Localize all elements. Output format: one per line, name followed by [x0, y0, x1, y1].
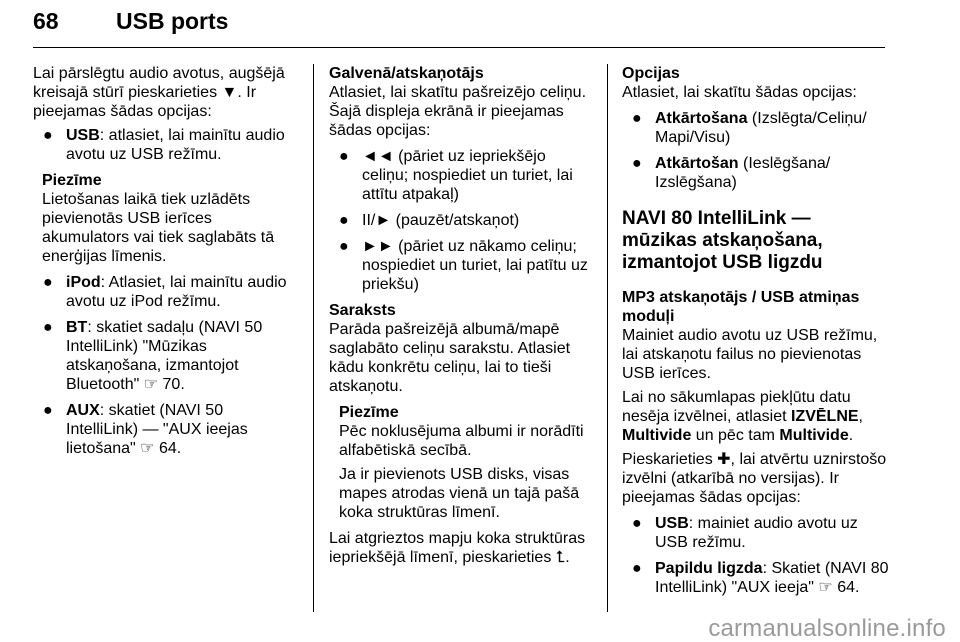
- note: [33, 171, 295, 266]
- note-title: Piezīme: [339, 404, 399, 421]
- bullet-icon: ●: [339, 148, 349, 165]
- bullet-icon: ●: [43, 402, 53, 419]
- bullet-icon: ●: [632, 560, 642, 577]
- list-item: [33, 126, 295, 164]
- list-item: [622, 559, 890, 597]
- list-item: [622, 154, 890, 192]
- note-title: Piezīme: [42, 172, 102, 189]
- header-rule: [33, 47, 885, 48]
- item-term: Atkārtošan: [655, 155, 739, 172]
- page-header: [33, 8, 885, 42]
- item-term: Atkārtošana: [655, 110, 748, 127]
- paragraph: Lai no sākumlapas piekļūtu datu nesēja izvēlnei, atlasiet IZVĒLNE, Multivide un pēc tam Multivide.: [622, 389, 863, 444]
- bullet-icon: ●: [43, 319, 53, 336]
- item-term: iPod: [66, 274, 101, 291]
- item-text: : Atlasiet, lai mainītu audio avotu uz iPod režīmu.: [66, 274, 287, 310]
- note: [329, 403, 591, 522]
- item-text: : atlasiet, lai mainītu audio avotu uz USB režīmu.: [66, 127, 285, 163]
- column-1: [33, 64, 295, 458]
- note-text: Ja ir pievienots USB disks, visas mapes atrodas vienā un tajā pašā koka struktūras līmenī.: [339, 466, 580, 521]
- item-term: BT: [66, 319, 88, 336]
- section-title: Saraksts: [329, 302, 396, 319]
- bullet-icon: ●: [43, 127, 53, 144]
- outro-paragraph: Lai atgrieztos mapju koka struktūras iepriekšējā līmenī, pieskarieties ⮤.: [329, 530, 586, 566]
- section-title: Galvenā/atskaņotājs: [329, 65, 484, 82]
- item-text: (Izslēgta/Celiņu/ Mapi/Visu): [655, 110, 867, 146]
- column-2: [329, 64, 591, 567]
- section-text: Atlasiet, lai skatītu šādas opcijas:: [622, 84, 857, 101]
- item-text: : mainiet audio avotu uz USB režīmu.: [655, 515, 858, 551]
- page-title: USB ports: [116, 8, 229, 34]
- bullet-icon: ●: [339, 212, 349, 229]
- subsection-heading: MP3 atskaņotājs / USB atmiņas moduļi: [622, 289, 860, 325]
- watermark: carmanualsonline.info: [708, 615, 946, 642]
- list-item: [622, 514, 890, 552]
- section-heading: NAVI 80 IntelliLink — mūzikas atskaņošana, izmantojot USB ligzdu: [622, 208, 823, 273]
- list-item: [329, 211, 591, 230]
- list-item: [622, 109, 890, 147]
- bullet-icon: ●: [43, 274, 53, 291]
- page-number: 68: [33, 8, 59, 34]
- list-item: [33, 318, 295, 394]
- item-text: : skatiet sadaļu (NAVI 50 IntelliLink) "Mūzikas atskaņošana, izmantojot Bluetooth" ☞ 70.: [66, 319, 263, 393]
- item-text: II/► (pauzēt/atskaņot): [362, 212, 520, 229]
- item-term: USB: [655, 515, 689, 532]
- item-text: ◄◄ (pāriet uz iepriekšējo celiņu; nospiediet un turiet, lai attītu atpakaļ): [362, 148, 573, 203]
- bullet-icon: ●: [632, 155, 642, 172]
- section-title: Opcijas: [622, 65, 680, 82]
- section-text: Parāda pašreizējā albumā/mapē saglabāto celiņu sarakstu. Atlasiet kādu konkrētu celiņu, lai to tieši atskaņotu.: [329, 321, 571, 395]
- item-term: USB: [66, 127, 100, 144]
- list-item: [329, 147, 591, 204]
- item-term: AUX: [66, 402, 100, 419]
- note-text: Lietošanas laikā tiek uzlādēts pievienotās USB ierīces akumulators vai tiek saglabāts tā enerģijas līmenis.: [42, 191, 275, 265]
- item-text: ►► (pāriet uz nākamo celiņu; nospiediet un turiet, lai patītu uz priekšu): [362, 238, 588, 293]
- item-text: (Ieslēgšana/ Izslēgšana): [655, 155, 831, 191]
- list-item: [329, 237, 591, 294]
- list-item: [33, 273, 295, 311]
- intro-paragraph: Lai pārslēgtu audio avotus, augšējā kreisajā stūrī pieskarieties ▼. Ir pieejamas šādas opcijas:: [33, 65, 285, 120]
- bullet-icon: ●: [632, 515, 642, 532]
- column-divider-2: [607, 64, 608, 612]
- section-text: Atlasiet, lai skatītu pašreizējo celiņu. Šajā displeja ekrānā ir pieejamas šādas opcijas:: [329, 84, 587, 139]
- list-item: [33, 401, 295, 458]
- bullet-icon: ●: [339, 238, 349, 255]
- item-text: : Skatiet (NAVI 80 IntelliLink) "AUX ieeja" ☞ 64.: [655, 560, 889, 596]
- item-term: Papildu ligzda: [655, 560, 763, 577]
- paragraph: Pieskarieties ✚, lai atvērtu uznirstošo izvēlni (atkarībā no versijas). Ir pieejamas šādas opcijas:: [622, 451, 887, 506]
- column-3: [622, 64, 890, 597]
- column-divider-1: [313, 64, 314, 612]
- item-text: : skatiet (NAVI 50 IntelliLink) — "AUX ieejas lietošana" ☞ 64.: [66, 402, 248, 457]
- paragraph: Mainiet audio avotu uz USB režīmu, lai atskaņotu failus no pievienotas USB ierīces.: [622, 327, 878, 382]
- bullet-icon: ●: [632, 110, 642, 127]
- note-text: Pēc noklusējuma albumi ir norādīti alfabētiskā secībā.: [339, 423, 584, 459]
